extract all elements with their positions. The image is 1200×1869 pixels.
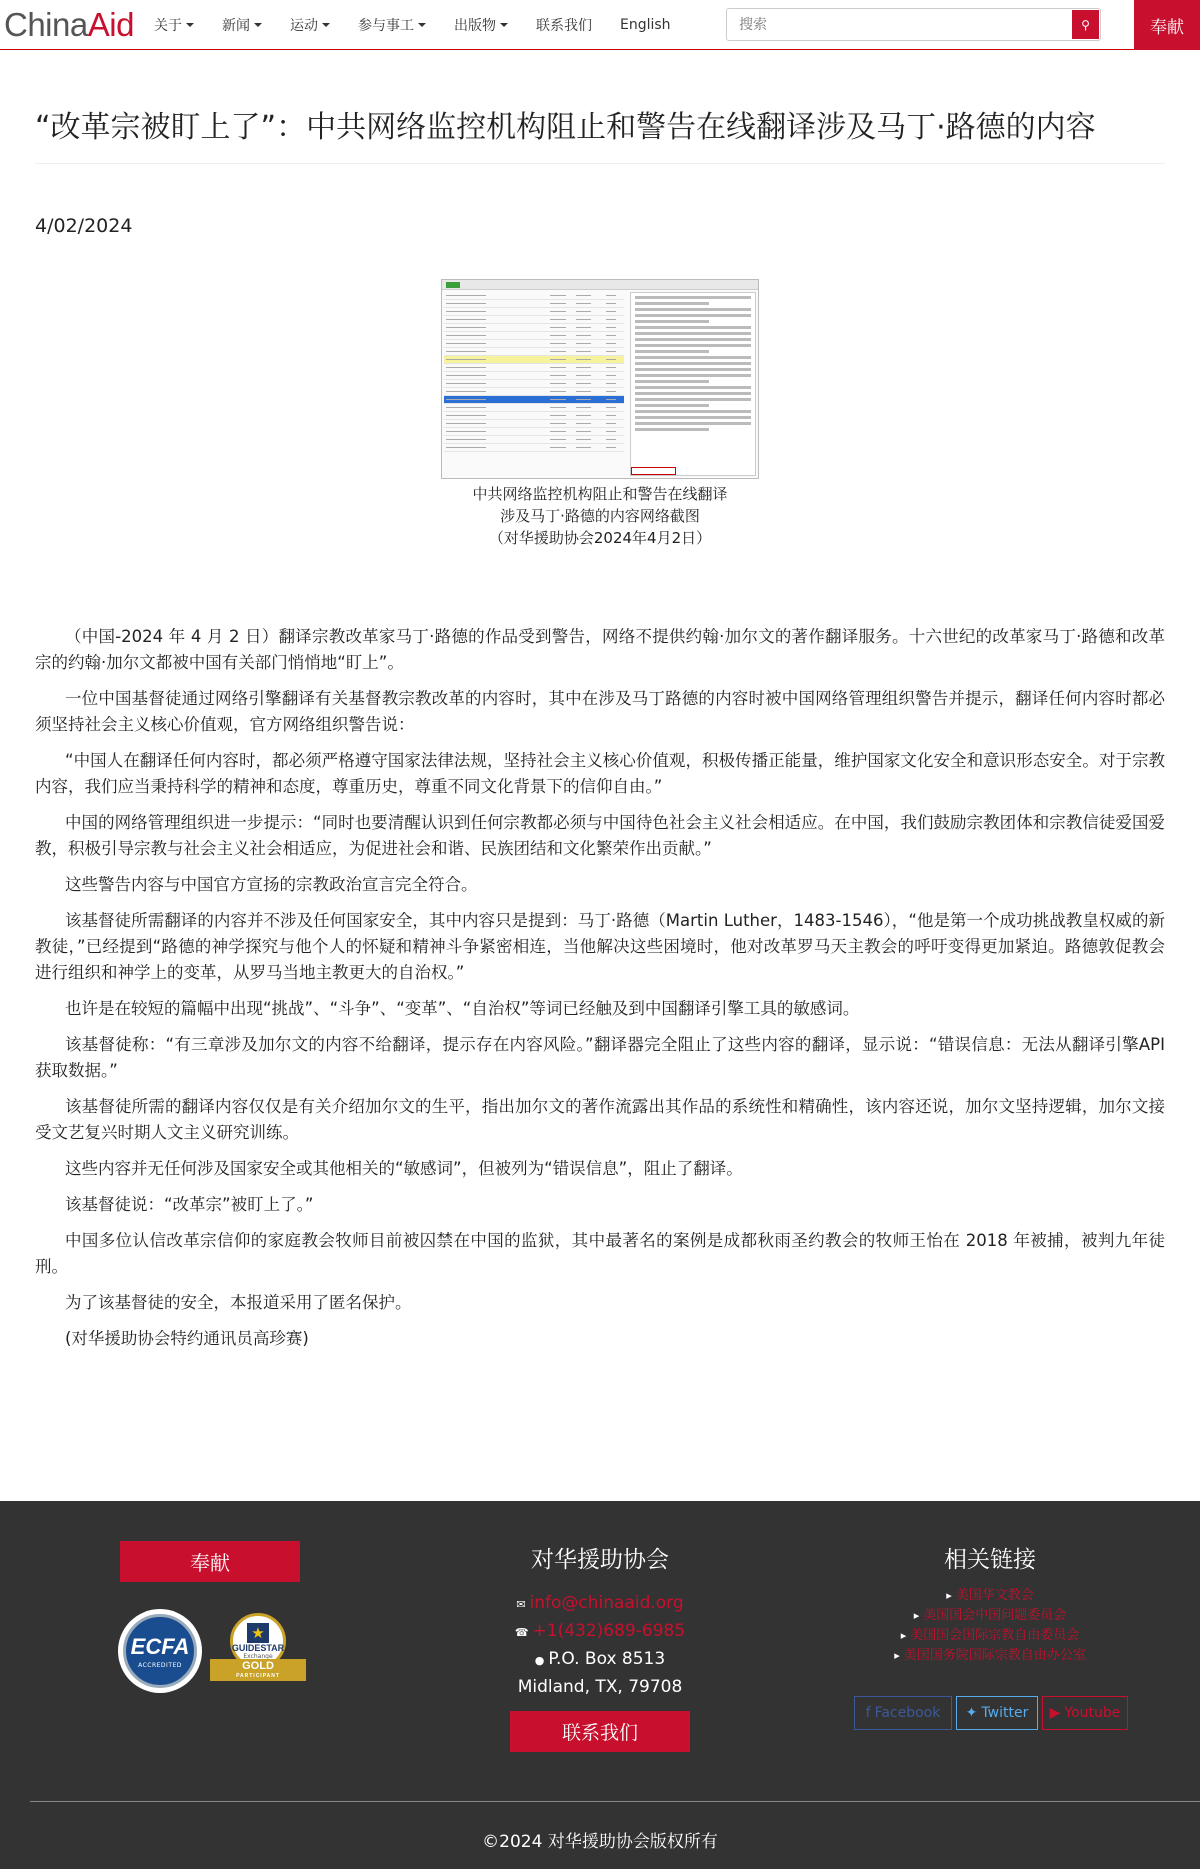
contact-us-button[interactable]: 联系我们 (510, 1711, 690, 1752)
phone-link[interactable]: +1(432)689-6985 (532, 1621, 686, 1641)
po-box: P.O. Box 8513 (548, 1649, 666, 1669)
caret-down-icon (322, 23, 330, 27)
star-icon: ★ (247, 1623, 269, 1643)
related-link[interactable]: 美国国务院国际宗教自由办公室 (903, 1648, 1086, 1663)
map-marker-icon: ● (534, 1654, 545, 1667)
facebook-icon: f (865, 1705, 871, 1721)
caret-down-icon (418, 23, 426, 27)
search-input[interactable] (727, 9, 1072, 40)
paragraph: 一位中国基督徒通过网络引擎翻译有关基督教宗教改革的内容时，其中在涉及马丁路德的内容时被中国网络管理组织警告并提示，翻译任何内容时都必须坚持社会主义核心价值观，官方网络组织警告说： (35, 689, 1165, 734)
phone-icon: ☎ (514, 1626, 529, 1639)
related-links-title: 相关链接 (944, 1547, 1036, 1573)
nav-item-get-involved[interactable]: 参与事工 (358, 15, 426, 35)
twitter-icon: ✦ (965, 1705, 978, 1721)
search-button[interactable] (1072, 10, 1099, 39)
image-caption: 中共网络监控机构阻止和警告在线翻译 涉及马丁·路德的内容网络截图 （对华援助协会2024年4月2日） (472, 485, 728, 547)
twitter-button[interactable]: ✦ Twitter (956, 1696, 1038, 1730)
top-navbar (0, 0, 1200, 50)
envelope-icon: ✉ (516, 1598, 526, 1611)
paragraph: 也许是在较短的篇幅中出现“挑战”、“斗争”、“变革”、“自治权”等词已经触及到中国翻译引擎工具的敏感词。 (65, 999, 860, 1018)
nav-item-about[interactable]: 关于 (154, 15, 194, 35)
footer-org-title: 对华援助协会 (531, 1547, 669, 1573)
caret-down-icon (186, 23, 194, 27)
youtube-icon: ▶ (1049, 1705, 1061, 1721)
chinaaid-logo[interactable]: ChinaAid (4, 6, 134, 43)
link-icon: ▸ (913, 1609, 920, 1622)
nav-item-campaigns[interactable]: 运动 (290, 15, 330, 35)
paragraph: 中国的网络管理组织进一步提示：“同时也要清醒认识到任何宗教都必须与中国待色社会主义社会相适应。在中国，我们鼓励宗教团体和宗教信徒爱国爱教，积极引导宗教与社会主义社会相适应，为促进社会和谐、民族团结和文化繁荣作出贡献。” (35, 813, 1165, 858)
copyright-text: ©2024 对华援助协会版权所有 (482, 1832, 718, 1852)
youtube-button[interactable]: ▶ Youtube (1042, 1696, 1128, 1730)
ecfa-badge[interactable]: ECFA ACCREDITED (118, 1609, 202, 1693)
paragraph: 为了该基督徒的安全，本报道采用了匿名保护。 (65, 1293, 412, 1312)
related-link[interactable]: 美国国会国际宗教自由委员会 (910, 1628, 1080, 1643)
guidestar-badge[interactable]: ★ GUIDESTAR Exchange GOLD PARTICIPANT (210, 1613, 306, 1689)
footer-contact-column (450, 1541, 750, 1700)
nav-item-contact[interactable]: 联系我们 (536, 18, 592, 34)
search-box (726, 8, 1101, 41)
article-screenshot-image (441, 279, 759, 479)
paragraph: 该基督徒说：“改革宗”被盯上了。” (65, 1195, 314, 1214)
nav-item-news[interactable]: 新闻 (222, 15, 262, 35)
email-link[interactable]: info@chinaaid.org (529, 1593, 684, 1613)
article-title: “改革宗被盯上了”：中共网络监控机构阻止和警告在线翻译涉及马丁·路德的内容 (35, 110, 1096, 145)
paragraph: 该基督徒所需的翻译内容仅仅是有关介绍加尔文的生平，指出加尔文的著作流露出其作品的系统性和精确性，该内容还说，加尔文坚持逻辑，加尔文接受文艺复兴时期人文主义研究训练。 (35, 1097, 1165, 1142)
link-icon: ▸ (946, 1589, 952, 1602)
paragraph: 该基督徒称：“有三章涉及加尔文的内容不给翻译，提示存在内容风险。”翻译器完全阻止了这些内容的翻译，显示说：“错误信息：无法从翻译引擎API 获取数据。” (35, 1035, 1165, 1080)
nav-menu (154, 0, 699, 50)
title-divider (35, 163, 1165, 164)
paragraph: 这些内容并无任何涉及国家安全或其他相关的“敏感词”，但被列为“错误信息”，阻止了翻译。 (65, 1159, 743, 1178)
link-icon: ▸ (894, 1649, 900, 1662)
caret-down-icon (254, 23, 262, 27)
paragraph: （中国-2024 年 4 月 2 日）翻译宗教改革家马丁·路德的作品受到警告，网络不提供约翰·加尔文的著作翻译服务。十六世纪的改革家马丁·路德和改革宗的约翰·加尔文都被中国有关部门悄悄地“盯上”。 (35, 627, 1165, 672)
footer-divider (30, 1801, 1200, 1802)
donate-button-top[interactable]: 奉献 (1134, 0, 1200, 50)
nav-item-english[interactable]: English (620, 17, 671, 33)
paragraph: (对华援助协会特约通讯员高珍赛) (65, 1329, 309, 1348)
social-links (854, 1696, 1132, 1730)
paragraph: 该基督徒所需翻译的内容并不涉及任何国家安全，其中内容只是提到：马丁·路德（Martin Luther，1483-1546），“他是第一个成功挑战教皇权威的新教徒，”已经提到“路德的神学探究与他个人的怀疑和精神斗争紧密相连，当他解决这些困境时，他对改革罗马天主教会的呼吁变得更加紧迫。路德敦促教会进行组织和神学上的变革，从罗马当地主教更大的自治权。” (35, 911, 1165, 982)
paragraph: 这些警告内容与中国官方宣扬的宗教政治宣言完全符合。 (65, 875, 478, 894)
footer-links-column (850, 1541, 1130, 1666)
article-body (35, 624, 1165, 1362)
city-address: Midland, TX, 79708 (517, 1677, 683, 1697)
facebook-button[interactable]: f Facebook (854, 1696, 952, 1730)
donate-button-footer[interactable]: 奉献 (120, 1541, 300, 1582)
paragraph: 中国多位认信改革宗信仰的家庭教会牧师目前被囚禁在中国的监狱，其中最著名的案例是成都秋雨圣约教会的牧师王怡在 2018 年被捕，被判九年徒刑。 (35, 1231, 1165, 1276)
search-icon: ⚲ (1081, 17, 1090, 32)
caret-down-icon (500, 23, 508, 27)
related-link[interactable]: 美国国会中国问题委员会 (923, 1608, 1067, 1623)
related-link[interactable]: 美国华文教会 (955, 1588, 1034, 1603)
nav-item-publications[interactable]: 出版物 (454, 15, 508, 35)
link-icon: ▸ (900, 1629, 907, 1642)
paragraph: “中国人在翻译任何内容时，都必须严格遵守国家法律法规，坚持社会主义核心价值观，积极传播正能量，维护国家文化安全和意识形态安全。对于宗教内容，我们应当秉持科学的精神和态度，尊重历史，尊重不同文化背景下的信仰自由。” (35, 751, 1165, 796)
site-footer (0, 1501, 1200, 1869)
article-date: 4/02/2024 (35, 215, 133, 237)
